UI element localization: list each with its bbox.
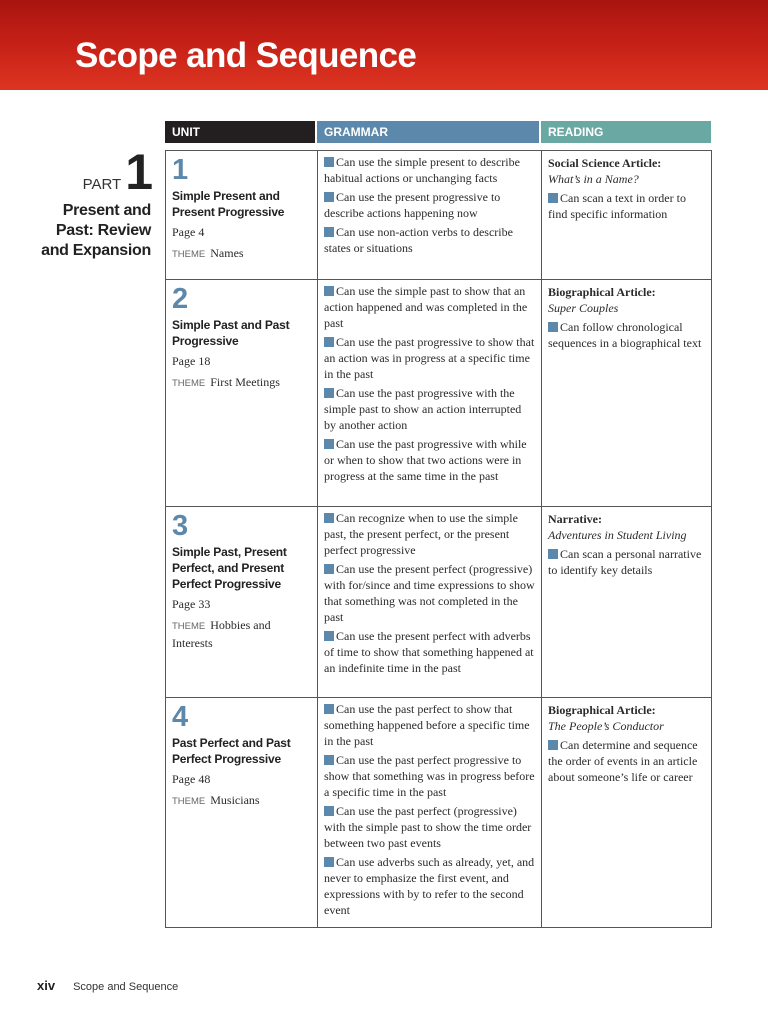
reading-skill-text: Can follow chronological sequences in a biographical text <box>548 320 702 350</box>
grammar-item <box>324 854 536 918</box>
reading-skill-text: Can scan a personal narrative to identify key details <box>548 547 702 577</box>
bullet-square-icon <box>324 857 334 867</box>
reading-type: Narrative: <box>548 512 602 526</box>
reading-title: Super Couples <box>548 301 619 315</box>
grammar-item <box>324 628 536 676</box>
grammar-cell <box>318 280 542 507</box>
reading-type: Biographical Article: <box>548 703 656 717</box>
reading-skill <box>548 737 706 785</box>
theme-label: THEME <box>172 621 206 632</box>
part-title-line: and Expansion <box>41 242 151 259</box>
theme-label: THEME <box>172 378 206 389</box>
bullet-square-icon <box>324 286 334 296</box>
grammar-text: Can use the past progressive to show that an action was in progress at a specific time in the past <box>324 335 535 381</box>
part-word: PART <box>82 176 122 193</box>
grammar-item <box>324 561 536 625</box>
grammar-item <box>324 701 536 749</box>
grammar-cell <box>318 507 542 698</box>
bullet-square-icon <box>548 322 558 332</box>
bullet-square-icon <box>324 388 334 398</box>
unit-theme <box>172 792 312 810</box>
theme-label: THEME <box>172 249 206 260</box>
grammar-text: Can use the past progressive with while or when to show that two actions were in progress at the same time in the past <box>324 437 527 483</box>
part-label <box>30 144 151 261</box>
bullet-square-icon <box>324 631 334 641</box>
reading-cell <box>542 151 712 280</box>
bullet-square-icon <box>324 227 334 237</box>
theme-value: First Meetings <box>210 375 280 389</box>
reading-type: Social Science Article: <box>548 156 662 170</box>
grammar-item <box>324 224 536 256</box>
unit-page: Page 4 <box>172 225 205 239</box>
unit-cell <box>166 507 318 698</box>
bullet-square-icon <box>324 513 334 523</box>
unit-cell <box>166 151 318 280</box>
grammar-text: Can use the past perfect (progressive) with the simple past to show the time order between two past events <box>324 804 532 850</box>
unit-cell <box>166 698 318 928</box>
reading-title: The People’s Conductor <box>548 719 664 733</box>
bullet-square-icon <box>324 755 334 765</box>
title-banner <box>0 0 768 90</box>
unit-number: 4 <box>172 701 189 733</box>
grammar-text: Can use adverbs such as already, yet, and never to emphasize the first event, and expressions with by to refer to the second event <box>324 855 535 917</box>
theme-value: Hobbies and Interests <box>172 618 271 650</box>
grammar-text: Can use the present perfect with adverbs of time to show that something happened at an indefinite time in the past <box>324 629 534 675</box>
grammar-text: Can use the present perfect (progressive) with for/since and time expressions to show that something was not completed in the past <box>324 562 535 624</box>
theme-label: THEME <box>172 796 206 807</box>
table-row <box>166 507 712 698</box>
grammar-item <box>324 752 536 800</box>
grammar-text: Can use the simple past to show that an action happened and was completed in the past <box>324 284 528 330</box>
grammar-text: Can use the present progressive to describe actions happening now <box>324 190 501 220</box>
unit-title: Simple Past, Present Perfect, and Present Perfect Progressive <box>172 545 287 591</box>
unit-number: 2 <box>172 283 189 315</box>
page-number: xiv <box>37 978 56 993</box>
grammar-item <box>324 436 536 484</box>
part-title-line: Present and <box>62 202 151 219</box>
unit-number: 1 <box>172 154 189 186</box>
bullet-square-icon <box>324 337 334 347</box>
page-footer <box>37 977 178 995</box>
part-title <box>30 201 151 261</box>
unit-page: Page 48 <box>172 772 211 786</box>
reading-skill <box>548 546 706 578</box>
unit-theme <box>172 374 312 392</box>
unit-title: Past Perfect and Past Perfect Progressive <box>172 736 291 766</box>
column-header-grammar: GRAMMAR <box>317 121 539 143</box>
theme-value: Musicians <box>210 793 260 807</box>
bullet-square-icon <box>324 157 334 167</box>
column-header-reading: READING <box>541 121 711 143</box>
table-row <box>166 151 712 280</box>
table-row <box>166 698 712 928</box>
theme-value: Names <box>210 246 244 260</box>
reading-title: What’s in a Name? <box>548 172 639 186</box>
part-number: 1 <box>125 144 151 200</box>
grammar-item <box>324 334 536 382</box>
grammar-item <box>324 283 536 331</box>
grammar-text: Can use the past perfect progressive to show that something was in progress before a specific time in the past <box>324 753 535 799</box>
reading-cell <box>542 698 712 928</box>
reading-type: Biographical Article: <box>548 285 656 299</box>
unit-cell <box>166 280 318 507</box>
reading-skill-text: Can determine and sequence the order of events in an article about someone’s life or career <box>548 738 698 784</box>
reading-cell <box>542 507 712 698</box>
scope-table <box>165 150 712 928</box>
unit-page: Page 18 <box>172 354 211 368</box>
bullet-square-icon <box>548 193 558 203</box>
grammar-text: Can use the simple present to describe habitual actions or unchanging facts <box>324 155 520 185</box>
grammar-text: Can use the past progressive with the simple past to show an action interrupted by another action <box>324 386 522 432</box>
grammar-cell <box>318 151 542 280</box>
unit-number: 3 <box>172 510 189 542</box>
bullet-square-icon <box>324 192 334 202</box>
grammar-text: Can use the past perfect to show that something happened before a specific time in the past <box>324 702 530 748</box>
unit-title: Simple Present and Present Progressive <box>172 189 285 219</box>
bullet-square-icon <box>324 806 334 816</box>
reading-skill <box>548 190 706 222</box>
bullet-square-icon <box>548 549 558 559</box>
unit-page: Page 33 <box>172 597 211 611</box>
bullet-square-icon <box>324 704 334 714</box>
bullet-square-icon <box>324 564 334 574</box>
grammar-text: Can recognize when to use the simple past, the present perfect, or the present perfect progressive <box>324 511 518 557</box>
reading-skill-text: Can scan a text in order to find specific information <box>548 191 686 221</box>
unit-theme <box>172 245 312 263</box>
bullet-square-icon <box>548 740 558 750</box>
grammar-item <box>324 803 536 851</box>
grammar-item <box>324 510 536 558</box>
grammar-item <box>324 385 536 433</box>
unit-title: Simple Past and Past Progressive <box>172 318 290 348</box>
reading-skill <box>548 319 706 351</box>
bullet-square-icon <box>324 439 334 449</box>
column-header-unit: UNIT <box>165 121 315 143</box>
grammar-text: Can use non-action verbs to describe states or situations <box>324 225 513 255</box>
page-title: Scope and Sequence <box>75 36 417 75</box>
footer-title: Scope and Sequence <box>73 981 179 993</box>
unit-theme <box>172 617 312 651</box>
grammar-item <box>324 189 536 221</box>
part-title-line: Past: Review <box>55 222 151 239</box>
grammar-cell <box>318 698 542 928</box>
reading-cell <box>542 280 712 507</box>
grammar-item <box>324 154 536 186</box>
reading-title: Adventures in Student Living <box>548 528 687 542</box>
table-header <box>165 121 711 143</box>
table-row <box>166 280 712 507</box>
